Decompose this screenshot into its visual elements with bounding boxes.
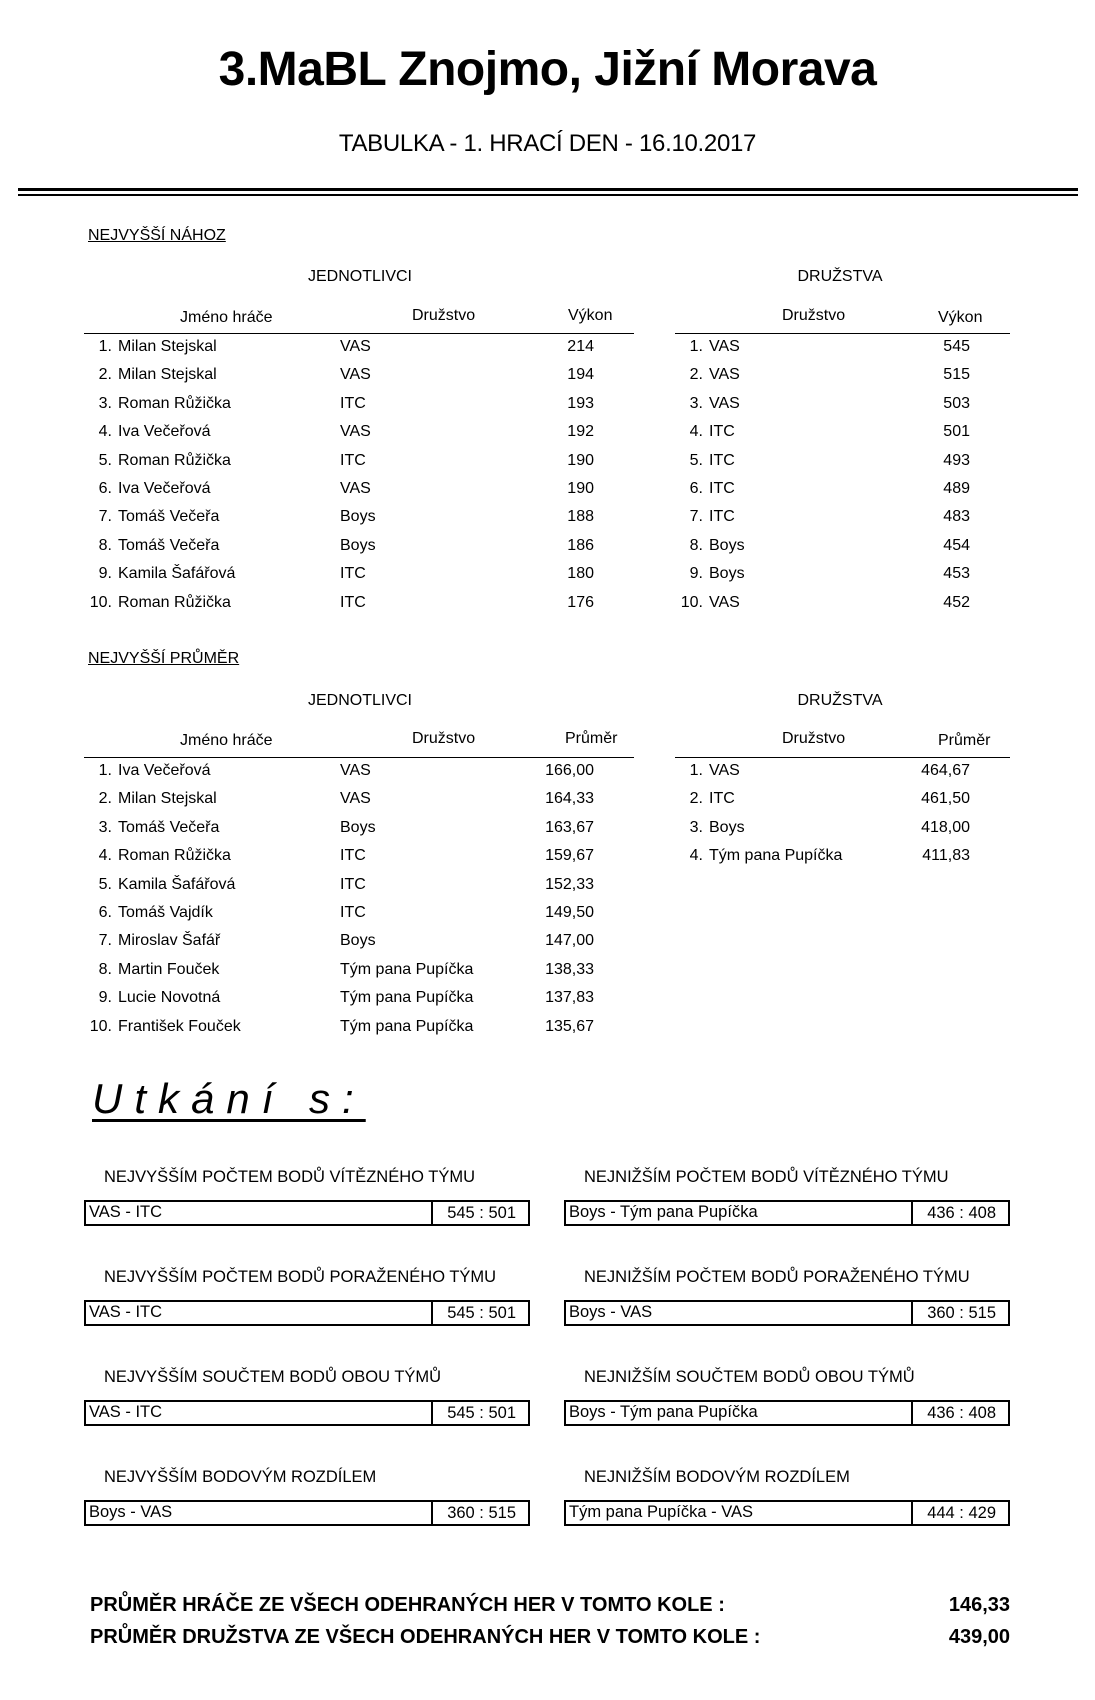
col-header-value: Výkon (568, 307, 613, 324)
player-name: Milan Stejskal (118, 790, 217, 808)
match-score: 360 : 515 (927, 1304, 996, 1322)
col-header-team: Družstvo (412, 307, 476, 324)
team-name: VAS (340, 762, 371, 779)
rank: 10. (89, 593, 112, 611)
value: 194 (567, 366, 594, 384)
table-row (675, 447, 1010, 475)
value: 186 (567, 536, 594, 554)
match-score: 545 : 501 (447, 1304, 516, 1322)
team-name: Boys (709, 818, 745, 836)
value: 503 (943, 394, 970, 412)
value: 138,33 (545, 960, 594, 978)
value: 515 (943, 366, 970, 384)
team-name: Boys (340, 536, 376, 554)
team-name: ITC (709, 790, 735, 808)
team-name: ITC (340, 593, 366, 611)
table-row (84, 390, 634, 418)
team-name: VAS (709, 338, 740, 355)
player-name: Lucie Novotná (118, 989, 221, 1007)
table-row (84, 842, 634, 870)
team-name: Tým pana Pupíčka (340, 989, 474, 1007)
rank: 6. (98, 904, 112, 921)
rank: 3. (689, 394, 703, 412)
header-divider (18, 188, 1078, 191)
table-row (675, 785, 1010, 813)
rank: 1. (98, 338, 112, 355)
value: 454 (943, 536, 970, 554)
teams-title: DRUŽSTVA (797, 692, 883, 709)
value: 214 (567, 338, 594, 355)
team-name: ITC (709, 423, 735, 441)
player-name: Tomáš Vajdík (118, 904, 213, 921)
player-name: Tomáš Večeřa (118, 818, 220, 836)
rank: 2. (98, 790, 112, 808)
value: 453 (943, 565, 970, 583)
team-name: Boys (340, 508, 376, 526)
team-name: VAS (340, 366, 371, 384)
rank: 8. (98, 960, 112, 978)
value: 147,00 (545, 932, 594, 950)
team-name: ITC (340, 875, 366, 893)
team-name: Tým pana Pupíčka (340, 960, 474, 978)
table-row (84, 532, 634, 560)
value: 190 (567, 451, 594, 469)
match-result-box (84, 1500, 530, 1526)
table-row (84, 956, 634, 984)
match-teams: VAS - ITC (86, 1402, 433, 1424)
table-row (675, 390, 1010, 418)
value: 149,50 (545, 904, 594, 921)
col-header-team: Družstvo (782, 307, 846, 324)
table-row (84, 814, 634, 842)
table-row (84, 475, 634, 503)
rank: 7. (98, 932, 112, 950)
player-name: Kamila Šafářová (118, 565, 236, 583)
team-name: ITC (340, 451, 366, 469)
value: 493 (943, 451, 970, 469)
table-row (84, 871, 634, 899)
match-teams: Tým pana Pupíčka - VAS (566, 1502, 913, 1524)
header-divider-secondary (18, 194, 1078, 196)
team-name: ITC (340, 904, 366, 921)
value: 137,83 (545, 989, 594, 1007)
table-row (84, 757, 634, 785)
value: 135,67 (545, 1017, 594, 1035)
team-name: VAS (340, 790, 371, 808)
table-row (675, 361, 1010, 389)
player-average-label: PRŮMĚR HRÁČE ZE VŠECH ODEHRANÝCH HER V TOMTO KOLE : (90, 1594, 725, 1616)
match-score: 545 : 501 (447, 1404, 516, 1422)
table-row (675, 475, 1010, 503)
table-row (84, 984, 634, 1012)
table-row (675, 503, 1010, 531)
player-name: Martin Fouček (118, 960, 220, 978)
value: 164,33 (545, 790, 594, 808)
rank: 4. (689, 423, 703, 441)
team-name: VAS (709, 762, 740, 779)
team-name: Boys (340, 818, 376, 836)
team-name: ITC (340, 394, 366, 412)
rank: 1. (689, 338, 703, 355)
value: 180 (567, 565, 594, 583)
player-name: František Fouček (118, 1017, 241, 1035)
player-average-value: 146,33 (948, 1594, 1010, 1616)
value: 545 (943, 338, 970, 355)
player-name: Milan Stejskal (118, 366, 217, 384)
section-title-highest-average: NEJVYŠŠÍ PRŮMĚR (88, 650, 240, 667)
match-teams: VAS - ITC (86, 1202, 433, 1224)
value: 461,50 (921, 790, 970, 808)
match-category-label: NEJVYŠŠÍM BODOVÝM ROZDÍLEM (104, 1468, 377, 1486)
rank: 3. (689, 818, 703, 836)
value: 193 (567, 394, 594, 412)
match-score: 545 : 501 (447, 1204, 516, 1222)
matches-title: Utkání s: (92, 1075, 366, 1122)
match-result-box (564, 1300, 1010, 1326)
team-name: ITC (709, 508, 735, 526)
col-header-team: Družstvo (782, 730, 846, 747)
rank: 4. (98, 423, 112, 441)
table-row (84, 560, 634, 588)
value: 489 (943, 480, 970, 497)
match-teams: Boys - Tým pana Pupíčka (566, 1402, 913, 1424)
team-name: VAS (340, 423, 371, 441)
match-teams: Boys - VAS (566, 1302, 913, 1324)
match-result-box (84, 1300, 530, 1326)
rank: 2. (689, 366, 703, 384)
table-row (84, 899, 634, 927)
player-name: Iva Večeřová (118, 762, 211, 779)
team-name: ITC (340, 565, 366, 583)
player-name: Iva Večeřová (118, 480, 211, 497)
value: 483 (943, 508, 970, 526)
team-name: ITC (709, 451, 735, 469)
table-row (675, 589, 1010, 617)
col-header-value: Průměr (565, 730, 618, 747)
table-row (84, 361, 634, 389)
rank: 2. (98, 366, 112, 384)
col-header-value: Průměr (938, 732, 991, 749)
match-category-label: NEJNIŽŠÍM BODOVÝM ROZDÍLEM (584, 1468, 850, 1486)
value: 418,00 (921, 818, 970, 836)
match-teams: Boys - Tým pana Pupíčka (566, 1202, 913, 1224)
rank: 5. (689, 451, 703, 469)
match-teams: VAS - ITC (86, 1302, 433, 1324)
player-name: Roman Růžička (118, 394, 231, 412)
value: 192 (567, 423, 594, 441)
team-name: VAS (340, 480, 371, 497)
table-row (84, 447, 634, 475)
rank: 3. (98, 818, 112, 836)
value: 176 (567, 593, 594, 611)
col-header-value: Výkon (938, 309, 983, 326)
team-name: Tým pana Pupíčka (340, 1017, 474, 1035)
match-category-label: NEJVYŠŠÍM POČTEM BODŮ PORAŽENÉHO TÝMU (104, 1268, 497, 1286)
match-result-box (84, 1400, 530, 1426)
table-row (675, 333, 1010, 361)
value: 152,33 (545, 875, 594, 893)
teams-title: DRUŽSTVA (797, 268, 883, 285)
player-name: Iva Večeřová (118, 423, 211, 441)
team-name: VAS (709, 366, 740, 384)
team-name: ITC (340, 847, 366, 865)
match-teams: Boys - VAS (86, 1502, 433, 1524)
match-category-label: NEJVYŠŠÍM POČTEM BODŮ VÍTĚZNÉHO TÝMU (104, 1168, 475, 1186)
rank: 10. (680, 593, 703, 611)
match-category-label: NEJVYŠŠÍM SOUČTEM BODŮ OBOU TÝMŮ (104, 1368, 442, 1386)
match-category-label: NEJNIŽŠÍM POČTEM BODŮ PORAŽENÉHO TÝMU (584, 1268, 970, 1286)
col-header-team: Družstvo (412, 730, 476, 747)
rank: 10. (89, 1017, 112, 1035)
table-row (675, 814, 1010, 842)
match-result-box (564, 1500, 1010, 1526)
table-row (675, 418, 1010, 446)
table-row (84, 927, 634, 955)
rank: 9. (98, 989, 112, 1007)
individuals-title: JEDNOTLIVCI (307, 692, 412, 709)
match-category-label: NEJNIŽŠÍM POČTEM BODŮ VÍTĚZNÉHO TÝMU (584, 1168, 949, 1186)
team-name: Tým pana Pupíčka (709, 847, 843, 865)
team-name: VAS (709, 394, 740, 412)
player-name: Kamila Šafářová (118, 875, 236, 893)
value: 452 (943, 593, 970, 611)
table-row (84, 785, 634, 813)
match-score: 436 : 408 (927, 1204, 996, 1222)
player-name: Milan Stejskal (118, 338, 217, 355)
rank: 1. (689, 762, 703, 779)
table-row (84, 503, 634, 531)
player-name: Miroslav Šafář (118, 932, 221, 950)
match-result-box (564, 1400, 1010, 1426)
table-row (675, 532, 1010, 560)
rank: 4. (689, 847, 703, 865)
player-name: Tomáš Večeřa (118, 508, 220, 526)
team-name: Boys (709, 565, 745, 583)
rank: 7. (689, 508, 703, 526)
match-result-box (84, 1200, 530, 1226)
table-row (675, 560, 1010, 588)
rank: 9. (689, 565, 703, 583)
table-row (675, 757, 1010, 785)
rank: 4. (98, 847, 112, 865)
team-name: VAS (340, 338, 371, 355)
value: 411,83 (922, 847, 970, 865)
team-average-label: PRŮMĚR DRUŽSTVA ZE VŠECH ODEHRANÝCH HER V TOMTO KOLE : (90, 1626, 761, 1648)
rank: 6. (689, 480, 703, 497)
value: 464,67 (921, 762, 970, 779)
value: 190 (567, 480, 594, 497)
rank: 5. (98, 451, 112, 469)
match-score: 360 : 515 (447, 1504, 516, 1522)
table-row (84, 333, 634, 361)
value: 159,67 (545, 847, 594, 865)
rank: 8. (689, 536, 703, 554)
team-name: Boys (709, 536, 745, 554)
value: 163,67 (545, 818, 594, 836)
team-name: ITC (709, 480, 735, 497)
table-row (84, 418, 634, 446)
table-row (84, 1013, 634, 1041)
team-average-value: 439,00 (948, 1626, 1010, 1648)
rank: 3. (98, 394, 112, 412)
player-name: Roman Růžička (118, 451, 231, 469)
team-name: VAS (709, 593, 740, 611)
player-name: Roman Růžička (118, 593, 231, 611)
match-result-box (564, 1200, 1010, 1226)
match-score: 436 : 408 (927, 1404, 996, 1422)
section-title-highest-throw: NEJVYŠŠÍ NÁHOZ (88, 227, 226, 244)
rank: 6. (98, 480, 112, 497)
player-name: Roman Růžička (118, 847, 231, 865)
page-title: 3.MaBL Znojmo, Jižní Morava (218, 43, 877, 96)
table-row (84, 589, 634, 617)
col-header-player: Jméno hráče (180, 309, 273, 326)
value: 188 (567, 508, 594, 526)
col-header-player: Jméno hráče (180, 732, 273, 749)
rank: 8. (98, 536, 112, 554)
match-score: 444 : 429 (927, 1504, 996, 1522)
match-category-label: NEJNIŽŠÍM SOUČTEM BODŮ OBOU TÝMŮ (584, 1368, 915, 1386)
rank: 9. (98, 565, 112, 583)
value: 166,00 (545, 762, 594, 779)
table-row (675, 842, 1010, 870)
team-name: Boys (340, 932, 376, 950)
rank: 7. (98, 508, 112, 526)
rank: 2. (689, 790, 703, 808)
player-name: Tomáš Večeřa (118, 536, 220, 554)
individuals-title: JEDNOTLIVCI (307, 268, 412, 285)
rank: 5. (98, 875, 112, 893)
value: 501 (943, 423, 970, 441)
rank: 1. (98, 762, 112, 779)
page-subtitle: TABULKA - 1. HRACÍ DEN - 16.10.2017 (338, 130, 757, 157)
